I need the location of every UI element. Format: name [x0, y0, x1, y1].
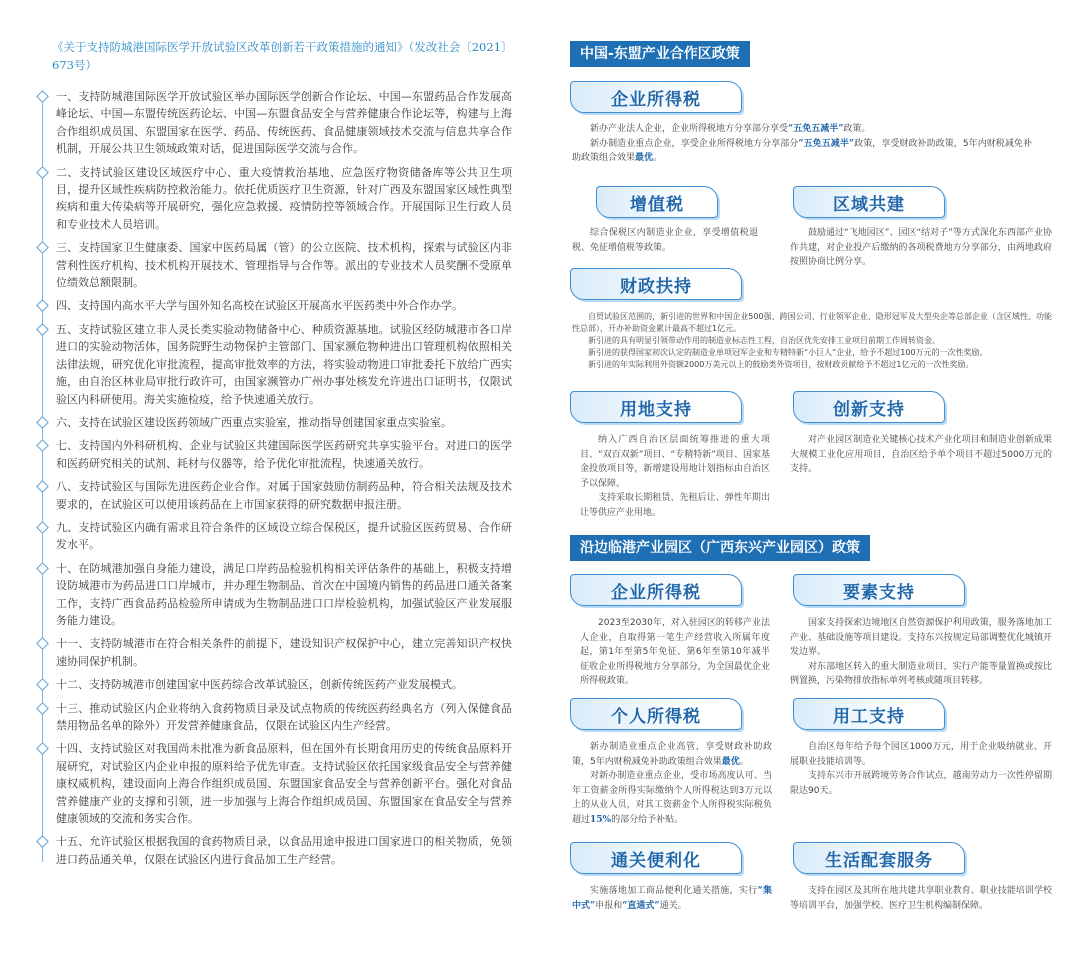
policy-item: 十二、支持防城港市创建国家中医药综合改革试验区，创新传统医药产业发展模式。 — [56, 676, 512, 693]
policy-item: 五、支持试验区建立非人灵长类实验动物储备中心、种质资源基地。试验区经防城港市各口岸进口的实验动物活体，国务院野生动物保护主管部门、国家濒危物种进出口管理机构依照相关法律法规，研究优化审批流程，提高审批效率的方法，将实验动物进口审批委托下放给广西实施，由自治区林业局审批行政许可，由国家濒管办广州办事处核发允许进出口证明书，仅限试验区内科研使用。海关实施检疫，给予快速通关放行。 — [56, 321, 512, 408]
section-title-asean: 中国-东盟产业合作区政策 — [570, 41, 750, 67]
diamond-icon — [36, 480, 49, 493]
asean-cit-text: 新办产业法人企业，企业所得税地方分享部分享受“五免五减半”政策。 新办制造业重点企业，享受企业所得税地方分享部分“五免五减半”政策，享受财政补助政策，5年内财税减免补助政策组合效果最优。 — [572, 124, 1032, 163]
asean-vat-text: 综合保税区内制造业企业，享受增值税退税、免征增值税等政策。 — [572, 228, 758, 253]
label-fiscal-support: 财政扶持 — [570, 268, 742, 300]
diamond-icon — [36, 562, 49, 575]
label-vat: 增值税 — [596, 186, 718, 218]
diamond-icon — [36, 90, 49, 103]
policy-item: 十五、允许试验区根据我国的食药物质目录，以食品用途申报进口国家进口的相关物质，免领进口药品通关单，仅限在试验区内进行食品加工生产经营。 — [56, 833, 512, 868]
diamond-icon — [36, 300, 49, 313]
label-customs-facilitation: 通关便利化 — [570, 842, 742, 874]
border-living-text: 支持在园区及其所在地共建共享职业教育、职业技能培训学校等培训平台，加强学校、医疗卫生机构编制保障。 — [790, 886, 1052, 911]
policy-item: 十三、推动试验区内企业将纳入食药物质目录及试点物质的传统医药经典名方（列入保健食品禁用物品名单的除外）开发营养健康食品，仅限在试验区内生产经营。 — [56, 700, 512, 735]
diamond-icon — [36, 439, 49, 452]
policy-item: 四、支持国内高水平大学与国外知名高校在试验区开展高水平医药类中外合作办学。 — [56, 297, 512, 314]
diamond-icon — [36, 836, 49, 849]
policy-item: 一、支持防城港国际医学开放试验区举办国际医学创新合作论坛、中国—东盟药品合作发展高峰论坛、中国—东盟传统医药论坛、中国—东盟食品安全与营养健康合作论坛等，构建与上海合作组织成员国、东盟国家在医学、药品、传统医药、食品健康领域技术交流与信息共享合作机制，开展公共卫生领域政策对话，促进国际医学交流与合作。 — [56, 88, 512, 158]
border-pit-text: 新办制造业重点企业高管，享受财政补助政策，5年内财税减免补助政策组合效果最优。 对新办制造业重点企业，受市场高度认可、当年工资薪金所得实际缴纳个人所得税达到3万元以上的从业人员，对其工资薪金个人所得税实际税负超过15%的部分给予补贴。 — [572, 742, 772, 825]
policy-list — [40, 88, 512, 868]
policy-item: 六、支持在试验区建设医药领域广西重点实验室，推动指导创建国家重点实验室。 — [56, 414, 512, 431]
diamond-icon — [36, 166, 49, 179]
policy-item: 九、支持试验区内确有需求且符合条件的区域设立综合保税区，提升试验区医药贸易、合作研发水平。 — [56, 519, 512, 554]
label-regional-cooperation: 区域共建 — [793, 186, 945, 218]
policy-item: 八、支持试验区与国际先进医药企业合作。对属于国家鼓励仿制药品种，符合相关法规及技术要求的，在试验区可以使用该药品在上市国家获得的研究数据申报注册。 — [56, 478, 512, 513]
policy-item: 七、支持国内外科研机构、企业与试验区共建国际医学医药研究共享实验平台。对进口的医学和医药研究相关的试剂、耗材与仪器等，给予优化审批流程，快速通关放行。 — [56, 437, 512, 472]
label-corporate-income-tax-2: 企业所得税 — [570, 574, 742, 606]
diamond-icon — [36, 416, 49, 429]
label-land-support: 用地支持 — [570, 391, 742, 423]
policy-item: 二、支持试验区建设区域医疗中心、重大疫情救治基地、应急医疗物资储备库等公共卫生项目，提升区域性疾病防控救治能力。依托优质医疗卫生资源，针对广西及东盟国家区域性典型疾病和重大传染病等开展研究，强化应急救援、疫情防控等领域合作。开展国际卫生行政人员和专业技术人员培训。 — [56, 164, 512, 234]
label-employment-support: 用工支持 — [793, 698, 945, 730]
label-innovation-support: 创新支持 — [793, 391, 945, 423]
label-personal-income-tax: 个人所得税 — [570, 698, 742, 730]
diamond-icon — [36, 743, 49, 756]
border-customs-text: 实施落地加工商品便利化通关措施，实行“集中式”申报和“直通式”通关。 — [572, 886, 772, 911]
section-title-border-park: 沿边临港产业园区（广西东兴产业园区）政策 — [570, 535, 870, 561]
asean-innovation-text: 对产业园区制造业关键核心技术产业化项目和制造业创新成果大规模工业化应用项目，自治区给予单个项目不超过5000万元的支持。 — [790, 435, 1052, 474]
policy-item: 十一、支持防城港市在符合相关条件的前提下，建设知识产权保护中心，建立完善知识产权快速协同保护机制。 — [56, 635, 512, 670]
policy-item: 十、在防城港加强自身能力建设，满足口岸药品检验机构相关评估条件的基础上，积极支持增设防城港市为药品进口口岸城市，并办理生物制品、首次在中国境内销售的药品进口通关备案工作，支持广西食品药品检验所申请成为生物制品进口口岸检验机构，加强试验区产业发展服务能力建设。 — [56, 560, 512, 630]
diamond-icon — [36, 241, 49, 254]
border-labor-text: 自治区每年给予每个园区1000万元，用于企业吸纳就业、开展职业技能培训等。 支持东兴市开展跨境劳务合作试点，越南劳动力一次性停留期限达90天。 — [790, 742, 1052, 796]
policy-item: 三、支持国家卫生健康委、国家中医药局属（管）的公立医院、技术机构，探索与试验区内非营利性医疗机构、技术机构开展技术、管理指导与合作等。派出的专业技术人员奖酬不受原单位绩效总额限制。 — [56, 239, 512, 291]
diamond-icon — [36, 521, 49, 534]
notice-title: 《关于支持防城港国际医学开放试验区改革创新若干政策措施的通知》（发改社会〔2021〕673号） — [52, 40, 507, 72]
label-corporate-income-tax: 企业所得税 — [570, 81, 742, 113]
policy-item: 十四、支持试验区对我国尚未批准为新食品原料，但在国外有长期食用历史的传统食品原料开展研究，对试验区内企业申报的原料给予优先审查。支持试验区依托国家级食品安全与营养健康权威机构，建设面向上海合作组织成员国、东盟国家食品安全与营养创新平台。强化对食品营养健康产业的支撑和引领，进一步加强与上海合作组织成员国、东盟国家在食品安全与营养健康领域的交流和务实合作。 — [56, 740, 512, 827]
label-living-services: 生活配套服务 — [793, 842, 965, 874]
asean-land-text: 纳入广西自治区层面统筹推进的重大项目、“双百双新”项目、“专精特新”项目、国家基金投放项目等，新增建设用地计划指标由自治区予以保障。 支持采取长期租赁、先租后让、弹性年期出让等供应产业用地。 — [580, 435, 770, 518]
border-cit-text: 2023至2030年，对入驻园区的转移产业法人企业，自取得第一笔生产经营收入所属年度起，第1年至第5年免征、第6年至第10年减半征收企业所得税地方分享部分，为全国最优企业所得税政策。 — [580, 618, 770, 686]
diamond-icon — [36, 702, 49, 715]
asean-region-text: 鼓励通过“飞地园区”、园区“结对子”等方式深化东西部产业协作共建，对企业投产后缴纳的各项税费地方分享部分，由两地政府按照协商比例分享。 — [790, 228, 1052, 267]
diamond-icon — [36, 638, 49, 651]
diamond-icon — [36, 678, 49, 691]
diamond-icon — [36, 323, 49, 336]
border-factor-text: 国家支持探索边境地区自然资源保护利用政策，服务落地加工产业、基础设施等项目建设。支持东兴按规定局部调整优化城镇开发边界。 对东部地区转入的重大制造业项目，实行产能等量置换或按比例置换，污染物排放指标单列考核或随项目转移。 — [790, 618, 1052, 686]
label-factor-support: 要素支持 — [793, 574, 965, 606]
left-column — [40, 38, 512, 874]
asean-finance-text: 自贸试验区范围的，新引进的世界和中国企业500强、跨国公司、行业领军企业、隐形冠军及大型央企等总部企业（含区域性、功能性总部），开办补助资金累计最高不超过1亿元。 新引进的具有明显引领带动作用的制造业标志性工程，自治区优先安排工业项目前期工作周转资金。 新引进的获得国家初次认定的制造业单项冠军企业和专精特新“小巨人”企业，给予不超过100万元的一次性奖励。 新引进的年实际利用外资额2000万美元以上的鼓励类外资项目，按财政贡献给予不超过1亿元的一次性奖励。 — [572, 312, 1052, 369]
